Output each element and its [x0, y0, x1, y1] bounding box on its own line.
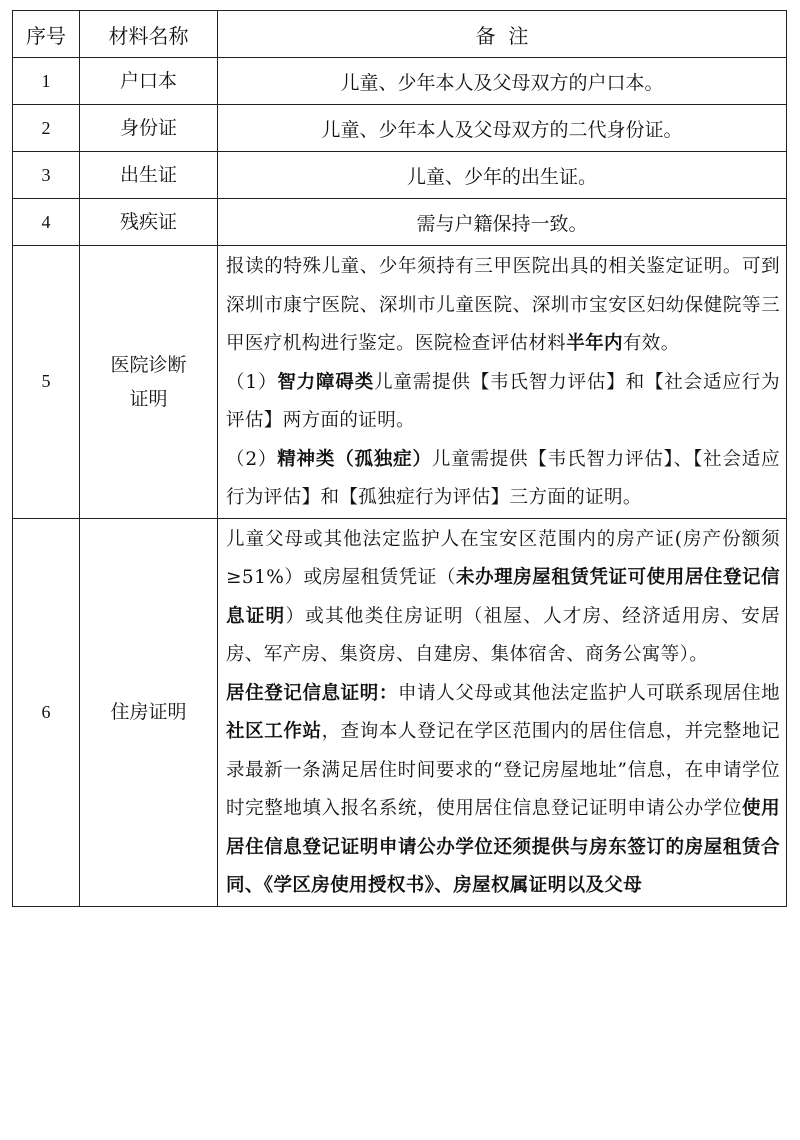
- row-name: 住房证明: [80, 518, 218, 906]
- remark-paragraph: [226, 521, 780, 675]
- remark-text: ，查询本人登记在学区范围内的居住信息，并完整地记录最新一条满足居住时间要求的“登记房屋地址”信息，在申请学位时完整地填入报名系统，使用居住信息登记证明申请公办学位: [226, 721, 780, 819]
- remark-paragraph: [226, 364, 780, 441]
- row-remark: 儿童、少年本人及父母双方的二代身份证。: [218, 105, 787, 152]
- row-name: [80, 246, 218, 519]
- row-no: 2: [13, 105, 80, 152]
- row-name: 身份证: [80, 105, 218, 152]
- remark-bold-text: 智力障碍类: [277, 371, 375, 393]
- remark-text: ）或其他类住房证明（祖屋、人才房、经济适用房、安居房、军产房、集资房、自建房、集体宿舍、商务公寓等）。: [226, 605, 780, 665]
- remark-text: 申请人父母或其他法定监护人可联系现居住地: [398, 682, 780, 704]
- row-no: 1: [13, 58, 80, 105]
- row-no: 6: [13, 518, 80, 906]
- header-remark: 备 注: [218, 11, 787, 58]
- table-header-row: [13, 11, 787, 58]
- row-no: 3: [13, 152, 80, 199]
- row-name: 残疾证: [80, 199, 218, 246]
- table-row: [13, 105, 787, 152]
- table-row: [13, 152, 787, 199]
- remark-bold-text: 精神类（孤独症）: [277, 448, 432, 470]
- remark-text: （2）: [226, 448, 278, 470]
- row-remark: [218, 246, 787, 519]
- remark-text: （1）: [226, 371, 278, 393]
- remark-paragraph: [226, 248, 780, 364]
- remark-text: 有效。: [622, 333, 680, 354]
- row-remark: 儿童、少年本人及父母双方的户口本。: [218, 58, 787, 105]
- row-remark: 儿童、少年的出生证。: [218, 152, 787, 199]
- row-remark: [218, 518, 787, 906]
- remark-bold-text: 使用居住信息登记证明申请公办学位还须提供与房东签订的房屋租赁合同、《学区房使用授权书》、房屋权属证明以及父母: [226, 798, 780, 896]
- row-no: 5: [13, 246, 80, 519]
- table-row: [13, 199, 787, 246]
- materials-table: [12, 10, 787, 907]
- header-name: 材料名称: [80, 11, 218, 58]
- row-name-line1: 医院诊断: [110, 353, 187, 376]
- remark-text: 儿童父母或其他法定监护人在宝安区范围内的房产证(房产份额须≥51%）或房屋租赁凭证（: [226, 528, 780, 588]
- remark-paragraph: [226, 441, 780, 518]
- header-no: 序号: [13, 11, 80, 58]
- table-row: [13, 246, 787, 519]
- remark-bold-text: 半年内: [566, 333, 623, 354]
- remark-text: 儿童需提供【韦氏智力评估】和【社会适应行为评估】两方面的证明。: [226, 371, 780, 431]
- remark-bold-text: 社区工作站: [226, 721, 322, 742]
- row-name-line2: 证明: [129, 387, 168, 410]
- row-name: 出生证: [80, 152, 218, 199]
- remark-paragraph: [226, 675, 780, 906]
- row-name: 户口本: [80, 58, 218, 105]
- remark-text: 报读的特殊儿童、少年须持有三甲医院出具的相关鉴定证明。可到深圳市康宁医院、深圳市儿童医院、深圳市宝安区妇幼保健院等三甲医疗机构进行鉴定。医院检查评估材料: [226, 256, 780, 354]
- remark-bold-text: 未办理房屋租赁凭证可使用居住登记信息证明: [226, 567, 780, 627]
- table-row: [13, 58, 787, 105]
- remark-text: 儿童需提供【韦氏智力评估】、【社会适应行为评估】和【孤独症行为评估】三方面的证明。: [226, 448, 780, 508]
- row-remark: 需与户籍保持一致。: [218, 199, 787, 246]
- row-no: 4: [13, 199, 80, 246]
- remark-bold-text: 居住登记信息证明：: [226, 682, 398, 704]
- table-row: [13, 518, 787, 906]
